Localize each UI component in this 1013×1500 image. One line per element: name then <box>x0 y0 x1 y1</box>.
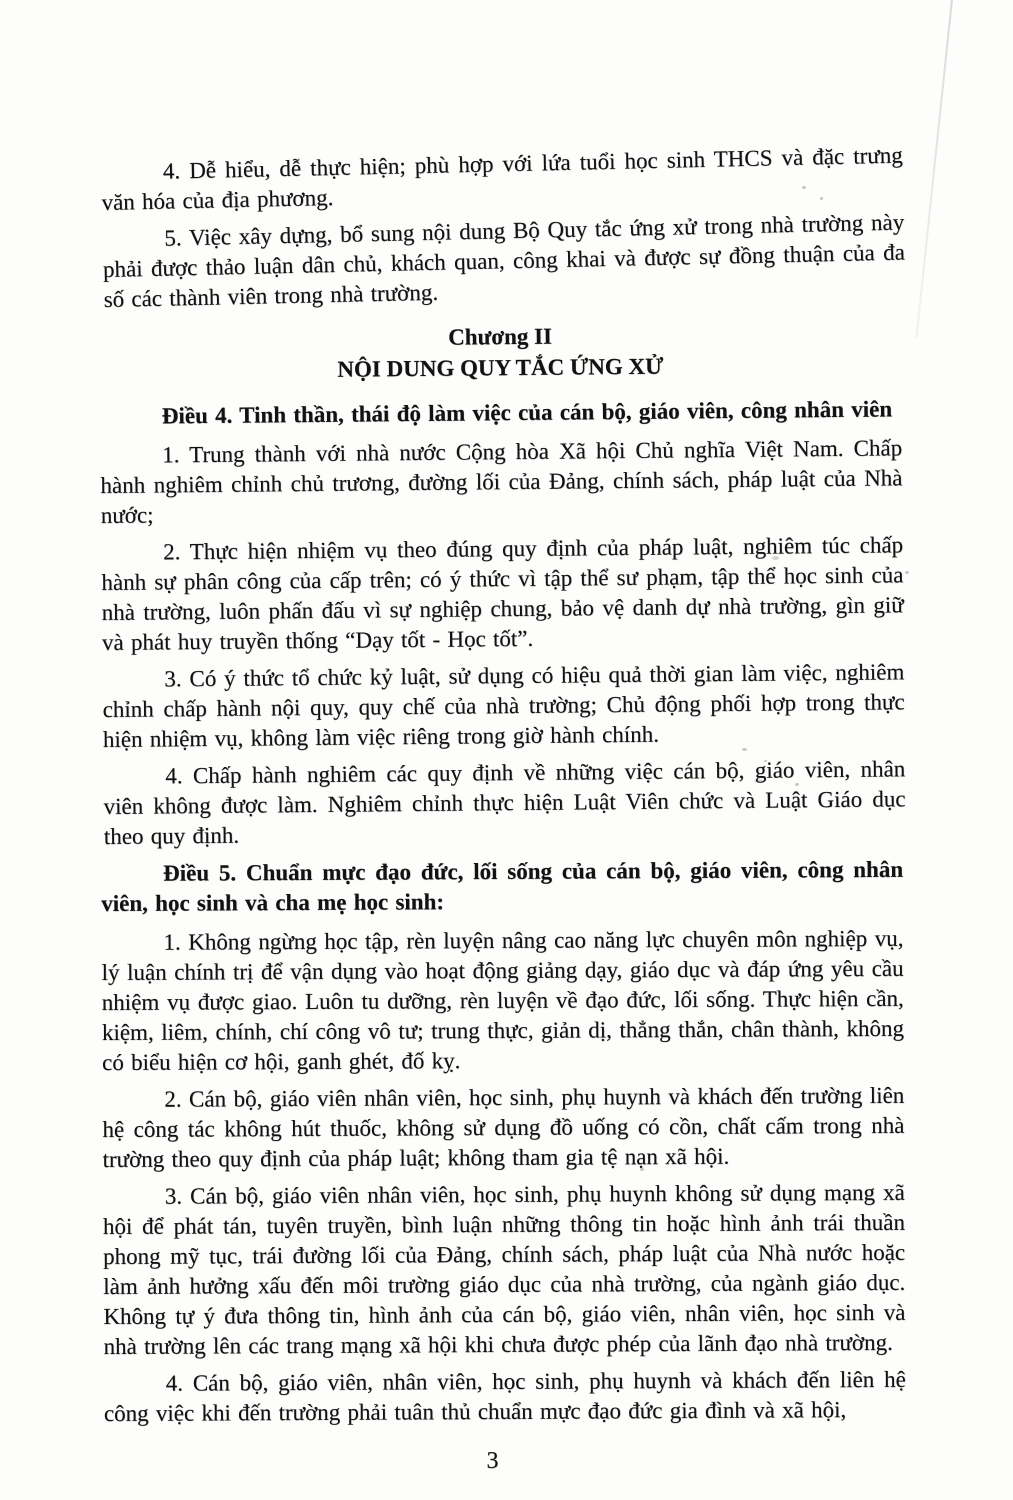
article-4-clause-4: 4. Chấp hành nghiêm các quy định về những việc cán bộ, giáo viên, nhân viên không được làm. Nghiêm chỉnh thực hiện Luật Viên chức và Luật Giáo dục theo quy định. <box>103 756 906 850</box>
article-5-clause-3: 3. Cán bộ, giáo viên nhân viên, học sinh, phụ huynh không sử dụng mạng xã hội để phát tán, tuyên truyền, bình luận những thông tin hoặc hình ảnh trái thuần phong mỹ tục, trái đường lối của Đảng, chính sách, pháp luật của Nhà nước hoặc làm ảnh hưởng xấu đến môi trường giáo dục của nhà trường, của ngành giáo dục. Không tự ý đưa thông tin, hình ảnh của cán bộ, giáo viên, nhân viên, học sinh và nhà trường lên các trang mạng xã hội khi chưa được phép của lãnh đạo nhà trường. <box>102 1179 906 1360</box>
chapter-label: Chương II <box>448 323 553 350</box>
article-4-heading: Điều 4. Tinh thần, thái độ làm việc của cán bộ, giáo viên, công nhân viên <box>161 396 893 429</box>
chapter-2 <box>99 317 906 852</box>
page-content <box>100 142 906 1436</box>
article-4-clause-3: 3. Có ý thức tổ chức kỷ luật, sử dụng có hiệu quả thời gian làm việc, nghiêm chỉnh chấp hành nội quy, quy chế của nhà trường; Chủ động phối hợp trong thực hiện nhiệm vụ, không làm việc riêng trong giờ hành chính. <box>102 659 905 753</box>
article-5-clause-4: 4. Cán bộ, giáo viên, nhân viên, học sinh, phụ huynh và khách đến liên hệ công việc khi đến trường phải tuân thủ chuẩn mực đạo đức gia đình và xã hội, <box>103 1366 906 1426</box>
chapter-title: NỘI DUNG QUY TẮC ỨNG XỬ <box>337 353 664 382</box>
article-4-clause-1: 1. Trung thành với nhà nước Cộng hòa Xã hội Chủ nghĩa Việt Nam. Chấp hành nghiêm chỉnh chủ trương, đường lối của Đảng, chính sách, pháp luật của Nhà nước; <box>100 435 903 529</box>
scan-artifact-line <box>915 0 954 338</box>
article-5-clause-2: 2. Cán bộ, giáo viên nhân viên, học sinh, phụ huynh và khách đến trường liên hệ công tác không hút thuốc, không sử dụng đồ uống có cồn, chất cấm trong nhà trường theo quy định của pháp luật; không tham gia tệ nạn xã hội. <box>102 1082 905 1173</box>
article-4-clause-2: 2. Thực hiện nhiệm vụ theo đúng quy định của pháp luật, nghiêm túc chấp hành sự phân công của cấp trên; có ý thức vì tập thể sư phạm, tập thể học sinh của nhà trường, luôn phấn đấu vì sự nghiệp chung, bảo vệ danh dự nhà trường, gìn giữ và phát huy truyền thống “Dạy tốt - Học tốt”. <box>101 532 904 656</box>
article-5-clause-1: 1. Không ngừng học tập, rèn luyện nâng cao năng lực chuyên môn nghiệp vụ, lý luận chính trị để vận dụng vào hoạt động giảng dạy, giáo dục và đáp ứng yêu cầu nhiệm vụ được giao. Luôn tu dưỡng, rèn luyện về đạo đức, lối sống. Thực hiện cần, kiệm, liêm, chính, chí công vô tư; trung thực, giản dị, thẳng thắn, chân thành, không có biểu hiện cơ hội, ganh ghét, đố kỵ. <box>101 925 904 1076</box>
intro-clause-5: 5. Việc xây dựng, bổ sung nội dung Bộ Quy tắc ứng xử trong nhà trường này phải được thảo luận dân chủ, khách quan, công khai và được sự đồng thuận của đa số các thành viên trong nhà trường. <box>102 209 906 313</box>
scan-speck <box>820 197 823 200</box>
scan-speck <box>802 186 806 189</box>
article-5-heading: Điều 5. Chuẩn mực đạo đức, lối sống của cán bộ, giáo viên, công nhân viên, học sinh và cha mẹ học sinh: <box>101 856 904 917</box>
scan-speck <box>742 748 747 751</box>
scan-speck <box>772 556 779 560</box>
scan-speck <box>764 760 767 762</box>
scan-speck <box>754 779 763 783</box>
scan-speck <box>905 571 909 574</box>
chapter-heading <box>99 317 902 387</box>
intro-clauses <box>101 141 906 315</box>
scan-speck <box>640 1168 644 1171</box>
article-5 <box>101 855 906 1429</box>
page-number: 3 <box>486 1448 499 1474</box>
scan-speck <box>795 783 799 786</box>
intro-clause-4: 4. Dễ hiểu, dễ thực hiện; phù hợp với lứa tuổi học sinh THCS và đặc trưng văn hóa của địa phương. <box>101 142 903 216</box>
